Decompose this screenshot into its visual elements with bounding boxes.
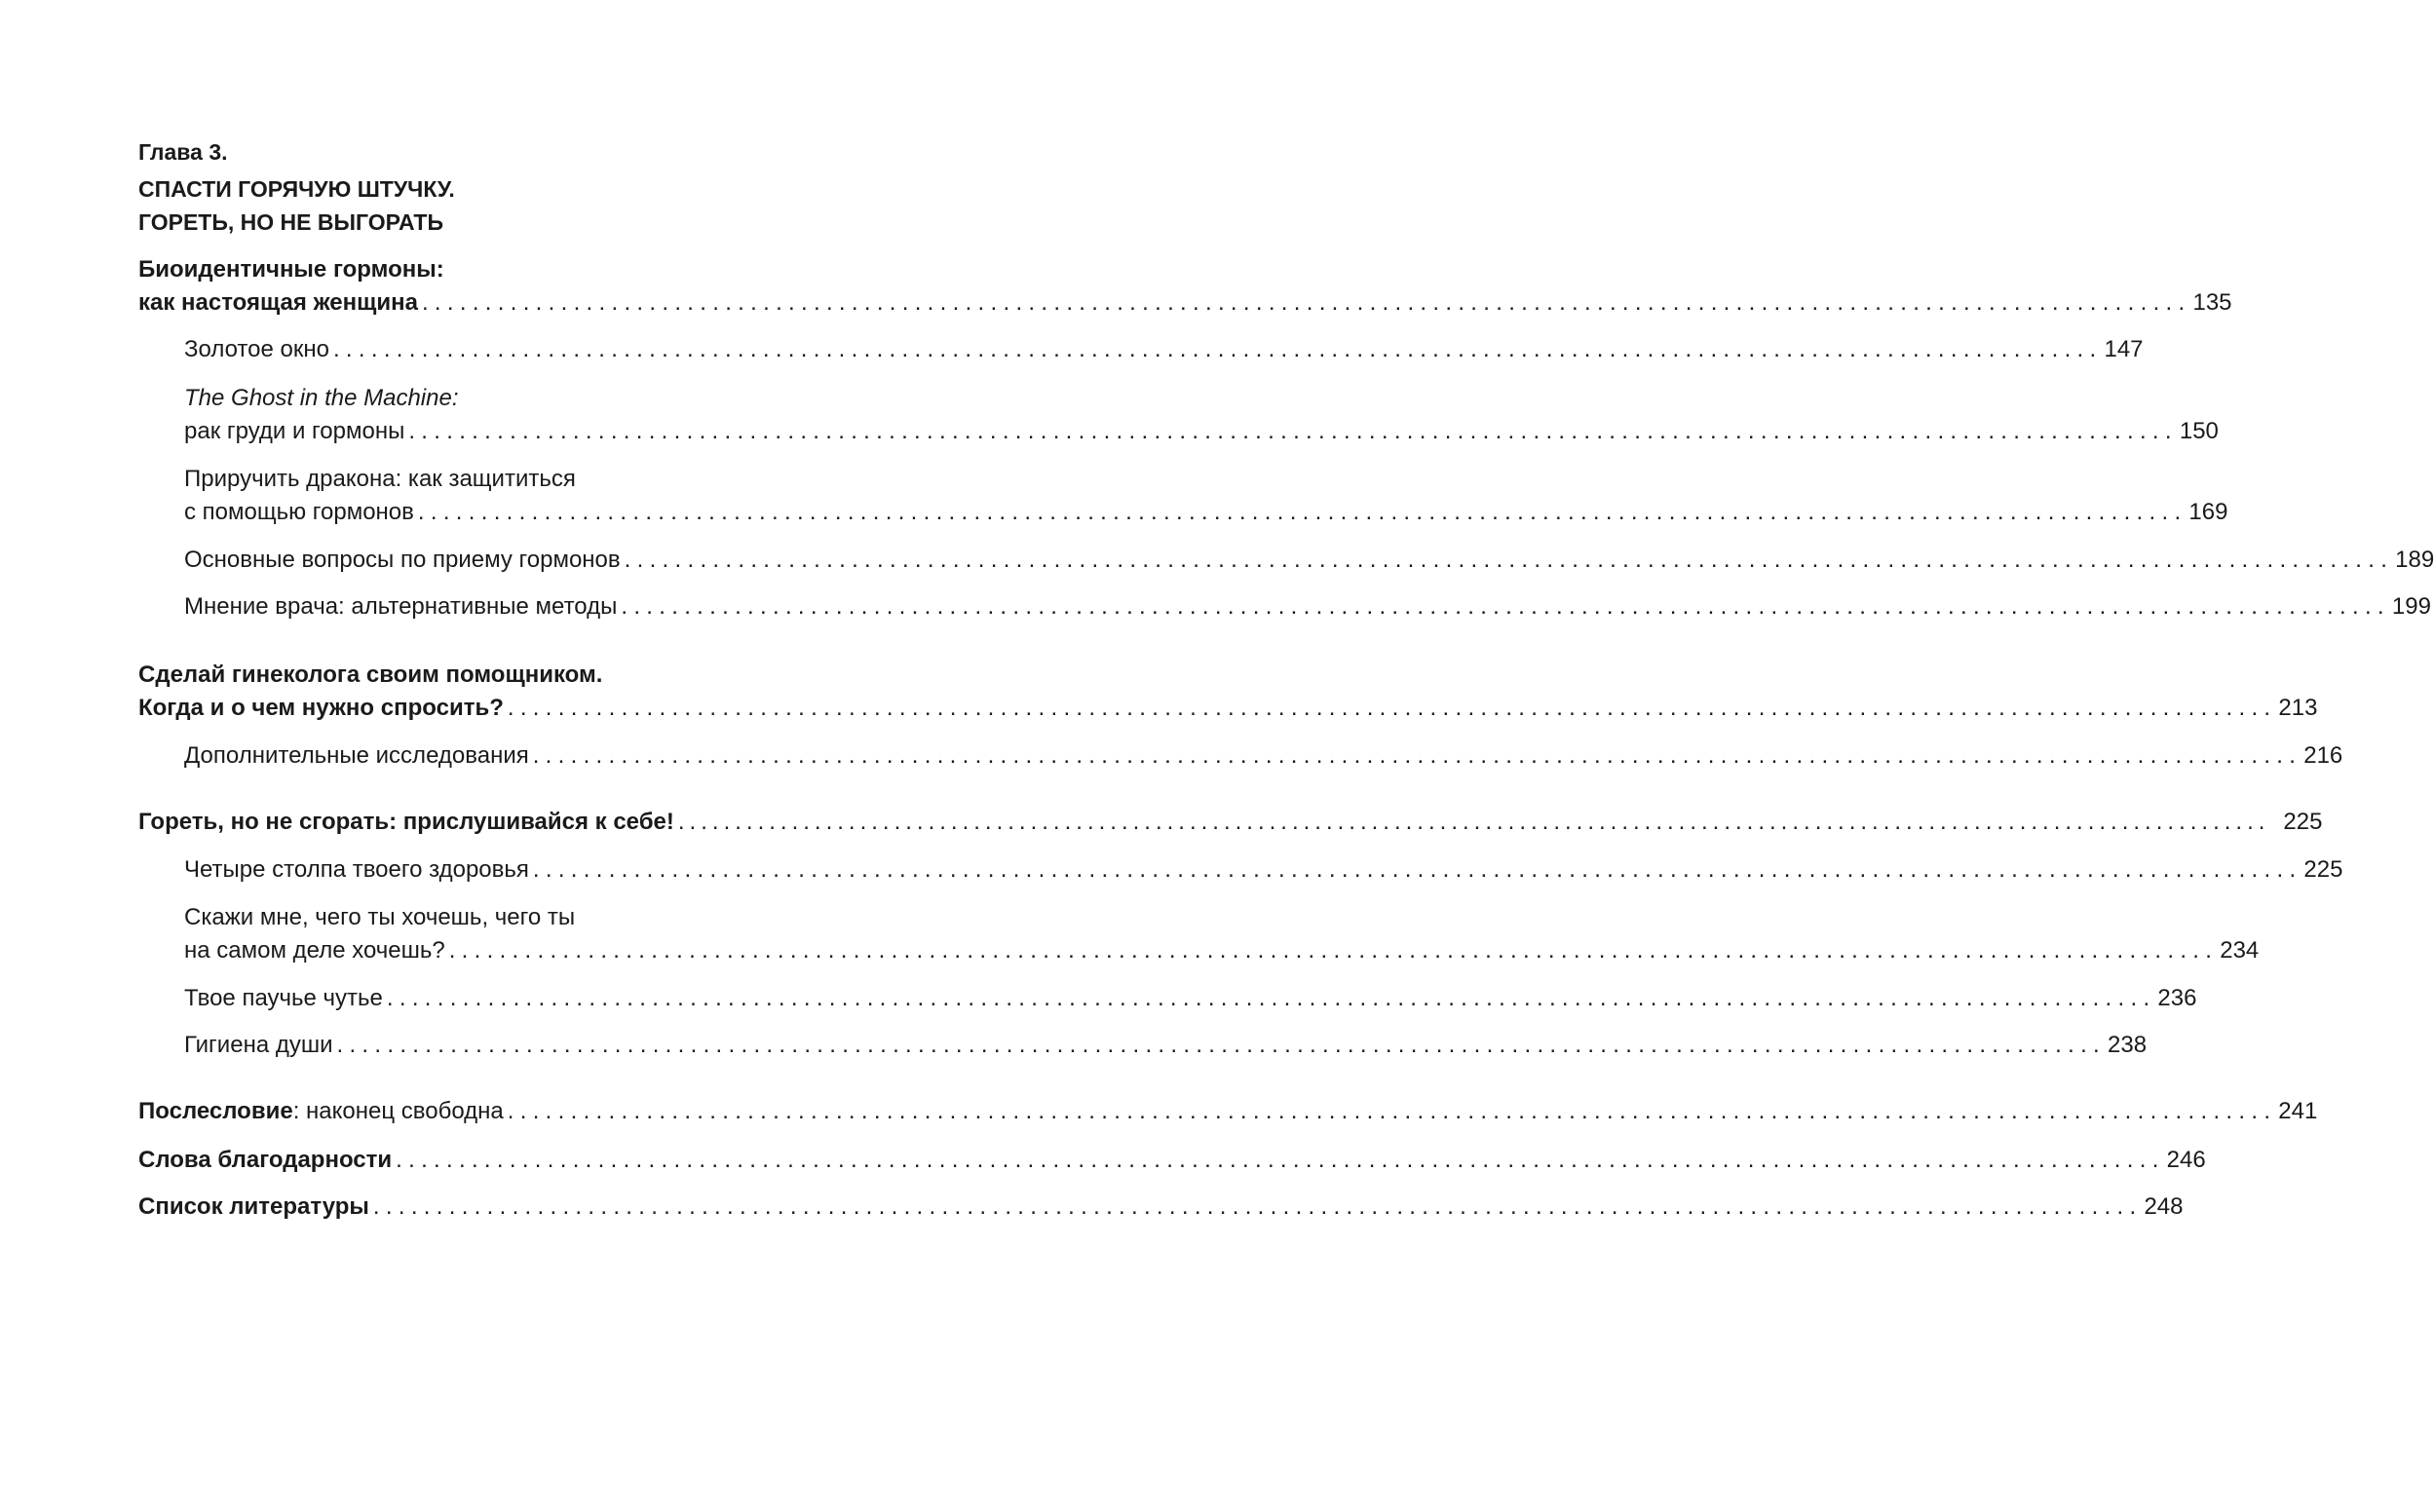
toc-entry-title: Основные вопросы по приему гормонов bbox=[184, 547, 621, 573]
toc-afterword[interactable] bbox=[138, 1093, 2318, 1126]
leader-dots: ............................................................................................................................................ bbox=[624, 547, 2394, 573]
leader-dots: ............................................................................................................................................ bbox=[386, 985, 2156, 1011]
toc-entry-title: The Ghost in the Machine: bbox=[184, 385, 459, 411]
page-number: 236 bbox=[2157, 985, 2197, 1011]
leader-dots: ............................................................................................................................................ bbox=[408, 418, 2178, 444]
toc-entry-title: Мнение врача: альтернативные методы bbox=[184, 593, 618, 620]
toc-entry-title: Золотое окно bbox=[184, 336, 329, 362]
toc-entry-dragon-line2[interactable] bbox=[184, 494, 2228, 527]
chapter-title-line1: СПАСТИ ГОРЯЧУЮ ШТУЧКУ. bbox=[138, 176, 455, 202]
page-number: 135 bbox=[2192, 289, 2232, 316]
page-number: 246 bbox=[2166, 1147, 2206, 1173]
toc-entry-title: Гигиена души bbox=[184, 1032, 333, 1058]
page-number: 199 bbox=[2391, 593, 2431, 620]
toc-entry-four-pillars[interactable] bbox=[184, 851, 2343, 885]
page-number: 225 bbox=[2283, 809, 2323, 835]
toc-entry-tell-me-line2[interactable] bbox=[184, 932, 2260, 965]
toc-section-3[interactable] bbox=[138, 804, 2323, 837]
afterword-rest: : наконец свободна bbox=[292, 1098, 504, 1124]
page-number: 169 bbox=[2188, 499, 2228, 525]
page-number: 147 bbox=[2104, 336, 2144, 362]
toc-entry-title: рак груди и гормоны bbox=[184, 418, 405, 444]
page-number: 241 bbox=[2278, 1098, 2318, 1124]
toc-section-title: Сделай гинеколога своим помощником. bbox=[138, 662, 603, 688]
leader-dots: ............................................................................................................................................ bbox=[677, 809, 2270, 835]
toc-section-title: Когда и о чем нужно спросить? bbox=[138, 695, 504, 721]
toc-section-1-line1[interactable] bbox=[138, 251, 867, 284]
leader-dots: ............................................................................................................................................ bbox=[336, 1032, 2107, 1058]
toc-section-title: как настоящая женщина bbox=[138, 289, 418, 316]
toc-section-1-line2[interactable] bbox=[138, 284, 2232, 318]
toc-acknowledgements[interactable] bbox=[138, 1142, 2206, 1175]
toc-entry-title: Список литературы bbox=[138, 1193, 369, 1220]
toc-entry-title: Приручить дракона: как защититься bbox=[184, 466, 576, 492]
toc-section-title: Биоидентичные гормоны: bbox=[138, 256, 444, 283]
afterword-bold: Послесловие bbox=[138, 1098, 293, 1124]
toc-entry-soul-hygiene[interactable] bbox=[184, 1027, 2148, 1060]
toc-entry-title: Слова благодарности bbox=[138, 1147, 393, 1173]
page-number: 189 bbox=[2395, 547, 2434, 573]
toc-entry-golden-window[interactable] bbox=[184, 331, 2144, 364]
leader-dots: ............................................................................................................................................ bbox=[532, 742, 2302, 769]
leader-dots: ............................................................................................................................................ bbox=[421, 289, 2191, 316]
toc-entry-title: Четыре столпа твоего здоровья bbox=[184, 856, 529, 883]
toc-entry-additional-research[interactable] bbox=[184, 737, 2343, 771]
leader-dots: ............................................................................................................................................ bbox=[417, 499, 2187, 525]
leader-dots: ............................................................................................................................................ bbox=[507, 1098, 2277, 1124]
toc-entry-title: Дополнительные исследования bbox=[184, 742, 529, 769]
toc-references[interactable] bbox=[138, 1189, 2184, 1222]
leader-dots: ............................................................................................................................................ bbox=[507, 695, 2277, 721]
page-number: 150 bbox=[2179, 418, 2219, 444]
leader-dots: ............................................................................................................................................ bbox=[532, 856, 2302, 883]
toc-section-2-line1[interactable] bbox=[138, 657, 867, 690]
page-number: 225 bbox=[2303, 856, 2343, 883]
page-number: 238 bbox=[2108, 1032, 2148, 1058]
leader-dots: ............................................................................................................................................ bbox=[448, 937, 2219, 964]
toc-entry-ghost-line1[interactable] bbox=[184, 380, 867, 413]
toc-entry-title: Твое паучье чутье bbox=[184, 985, 383, 1011]
toc-section-title: Гореть, но не сгорать: прислушивайся к себе! bbox=[138, 809, 674, 835]
toc-entry-doctor-opinion[interactable] bbox=[184, 588, 2431, 622]
toc-entry-spider-sense[interactable] bbox=[184, 980, 2197, 1013]
page-number: 248 bbox=[2144, 1193, 2184, 1220]
toc-entry-title: на самом деле хочешь? bbox=[184, 937, 445, 964]
toc-section-2-line2[interactable] bbox=[138, 690, 2318, 723]
page-number: 234 bbox=[2220, 937, 2260, 964]
page-number: 213 bbox=[2278, 695, 2318, 721]
toc-entry-title: с помощью гормонов bbox=[184, 499, 414, 525]
leader-dots: ............................................................................................................................................ bbox=[332, 336, 2103, 362]
chapter-number: Глава 3. bbox=[138, 139, 228, 165]
toc-entry-ghost-line2[interactable] bbox=[184, 413, 2219, 446]
leader-dots: ............................................................................................................................................ bbox=[372, 1193, 2143, 1220]
leader-dots: ............................................................................................................................................ bbox=[396, 1147, 2165, 1173]
toc-entry-title bbox=[138, 1097, 504, 1126]
toc-entry-dragon-line1[interactable] bbox=[184, 461, 867, 494]
page-number: 216 bbox=[2303, 742, 2343, 769]
toc-entry-title: Скажи мне, чего ты хочешь, чего ты bbox=[184, 904, 576, 930]
toc-entry-tell-me-line1[interactable] bbox=[184, 899, 867, 932]
chapter-title-line2: ГОРЕТЬ, НО НЕ ВЫГОРАТЬ bbox=[138, 209, 444, 235]
leader-dots: ............................................................................................................................................ bbox=[621, 593, 2390, 620]
toc-entry-hormone-questions[interactable] bbox=[184, 542, 2434, 575]
